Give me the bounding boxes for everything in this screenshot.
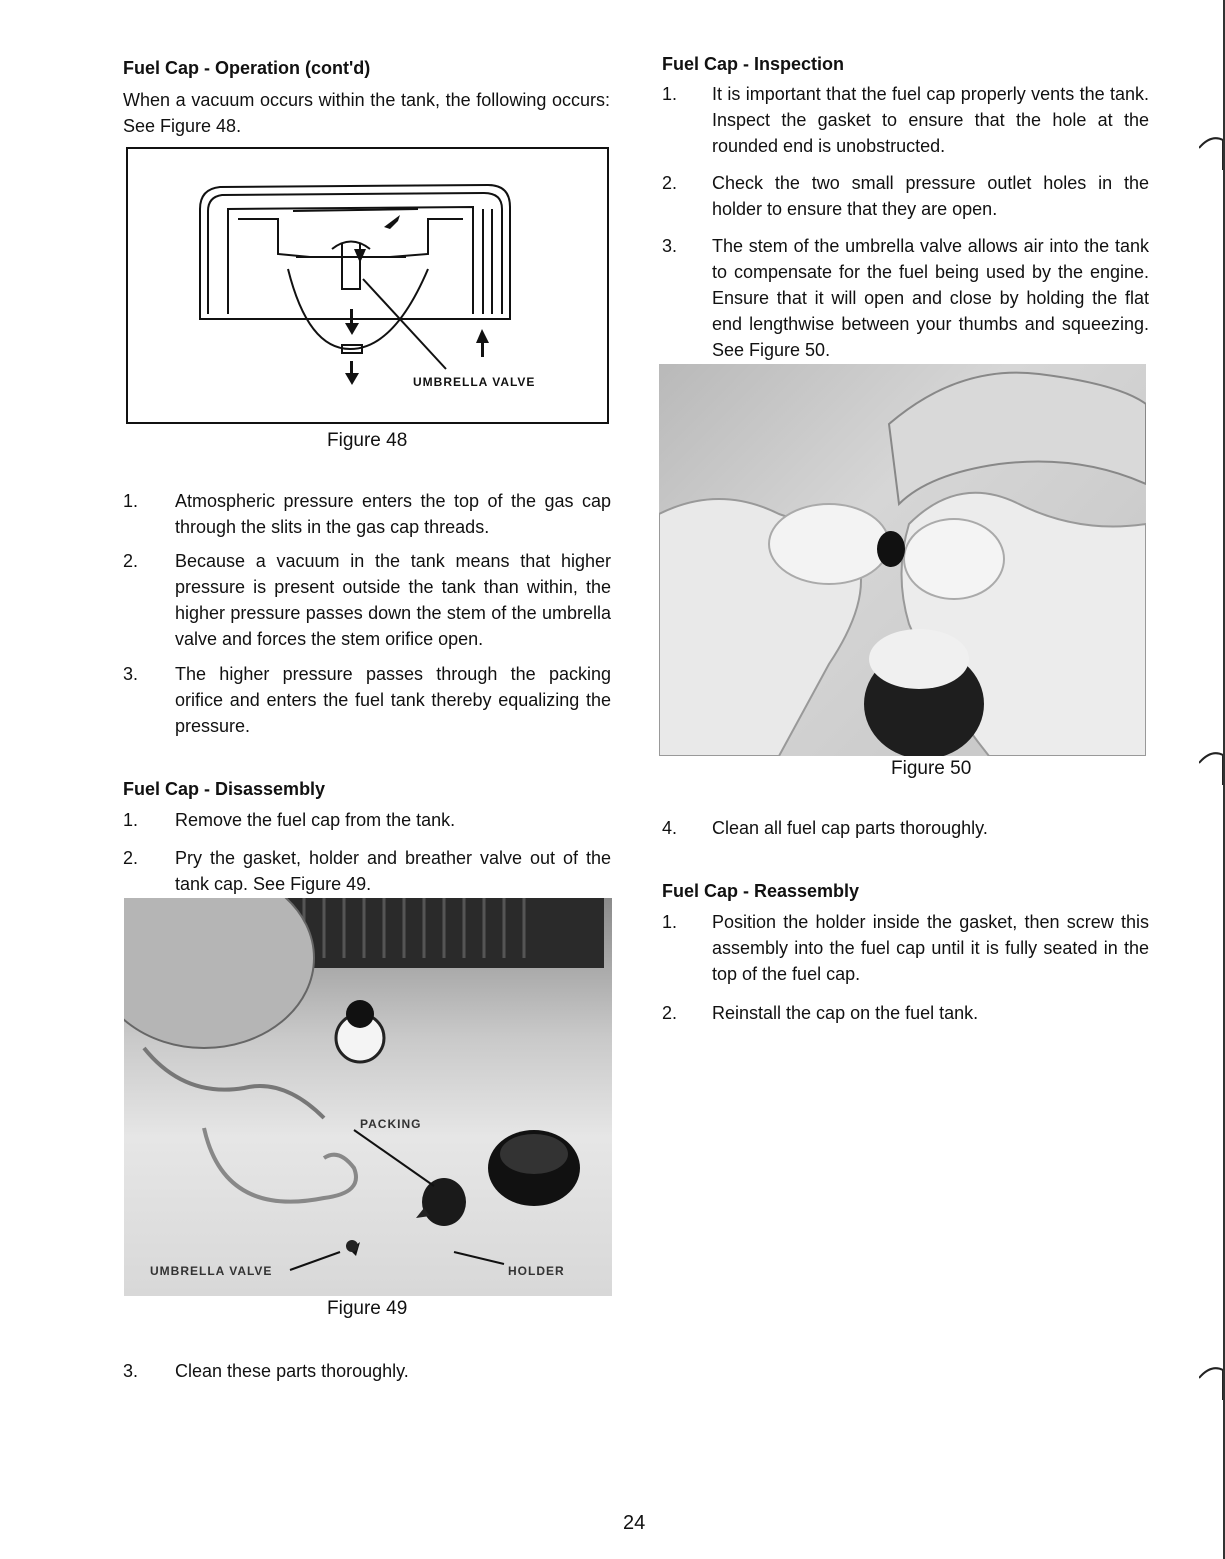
figure-49-caption: Figure 49 <box>327 1298 408 1319</box>
step-text: Pry the gasket, holder and breather valve out of the tank cap. See Figure 49. <box>175 848 611 894</box>
step-number: 2. <box>123 848 139 868</box>
thumbs-squeezing-valve-photo <box>659 364 1146 756</box>
step-text: The stem of the umbrella valve allows air into the tank to compensate for the fuel being used by the engine. Ensure that it will open and close by holding the flat end lengthwise between your thumbs and squeezing. See Figure 50. <box>712 236 1149 360</box>
figure-49-umbrella-valve-label: UMBRELLA VALVE <box>150 1264 273 1278</box>
step-text: Position the holder inside the gasket, then screw this assembly into the fuel cap until it is fully seated in the top of the fuel cap. <box>712 912 1149 984</box>
step-text: Clean all fuel cap parts thoroughly. <box>712 818 988 838</box>
step-number: 3. <box>123 1361 139 1381</box>
operation-step-2 <box>123 548 611 652</box>
binder-edge-mark <box>1199 1360 1225 1400</box>
figure-48-frame <box>126 147 609 424</box>
step-number: 2. <box>662 1003 678 1023</box>
reassembly-step-1 <box>662 909 1149 987</box>
step-text: Atmospheric pressure enters the top of the gas cap through the slits in the gas cap threads. <box>175 491 611 537</box>
operation-step-1 <box>123 488 611 540</box>
inspection-step-1 <box>662 81 1149 159</box>
step-text: Remove the fuel cap from the tank. <box>175 810 456 830</box>
step-number: 3. <box>123 664 139 684</box>
step-number: 2. <box>123 551 139 571</box>
reassembly-step-2 <box>662 1000 1149 1026</box>
heading-inspection: Fuel Cap - Inspection <box>662 54 845 74</box>
intro-paragraph: When a vacuum occurs within the tank, the following occurs: See Figure 48. <box>123 90 610 136</box>
page-number: 24 <box>623 1512 646 1534</box>
step-number: 3. <box>662 236 678 256</box>
inspection-step-3 <box>662 233 1149 363</box>
figure-49-packing-label: PACKING <box>360 1117 422 1131</box>
step-text: Because a vacuum in the tank means that higher pressure is present outside the tank than within, the higher pressure passes down the stem of the umbrella valve and forces the stem orifice open. <box>175 551 611 649</box>
step-number: 1. <box>662 912 678 932</box>
step-number: 1. <box>123 810 139 830</box>
disassembly-step-3 <box>123 1358 611 1384</box>
step-number: 1. <box>662 84 678 104</box>
fuel-cap-parts-photo <box>124 898 612 1296</box>
disassembly-step-2 <box>123 845 611 897</box>
binder-edge-mark <box>1199 130 1225 170</box>
step-number: 1. <box>123 491 139 511</box>
step-text: It is important that the fuel cap properly vents the tank. Inspect the gasket to ensure that the hole at the rounded end is unobstructed. <box>712 84 1149 156</box>
figure-50-caption: Figure 50 <box>891 758 972 779</box>
figure-49-photo <box>124 898 612 1296</box>
heading-reassembly: Fuel Cap - Reassembly <box>662 881 860 901</box>
figure-49-holder-label: HOLDER <box>508 1264 565 1278</box>
step-text: Reinstall the cap on the fuel tank. <box>712 1003 979 1023</box>
binder-edge-mark <box>1199 745 1225 785</box>
figure-48-umbrella-valve-label: UMBRELLA VALVE <box>413 375 536 389</box>
step-text: Clean these parts thoroughly. <box>175 1361 409 1381</box>
step-text: The higher pressure passes through the packing orifice and enters the fuel tank thereby equalizing the pressure. <box>175 664 611 736</box>
step-number: 2. <box>662 173 678 193</box>
inspection-step-4 <box>662 815 1149 841</box>
step-number: 4. <box>662 818 678 838</box>
figure-50-photo <box>659 364 1146 756</box>
disassembly-step-1 <box>123 807 611 833</box>
inspection-step-2 <box>662 170 1149 222</box>
heading-operation: Fuel Cap - Operation (cont'd) <box>123 58 371 78</box>
step-text: Check the two small pressure outlet holes in the holder to ensure that they are open. <box>712 173 1149 219</box>
figure-48-caption: Figure 48 <box>327 430 408 451</box>
operation-step-3 <box>123 661 611 739</box>
heading-disassembly: Fuel Cap - Disassembly <box>123 779 326 799</box>
